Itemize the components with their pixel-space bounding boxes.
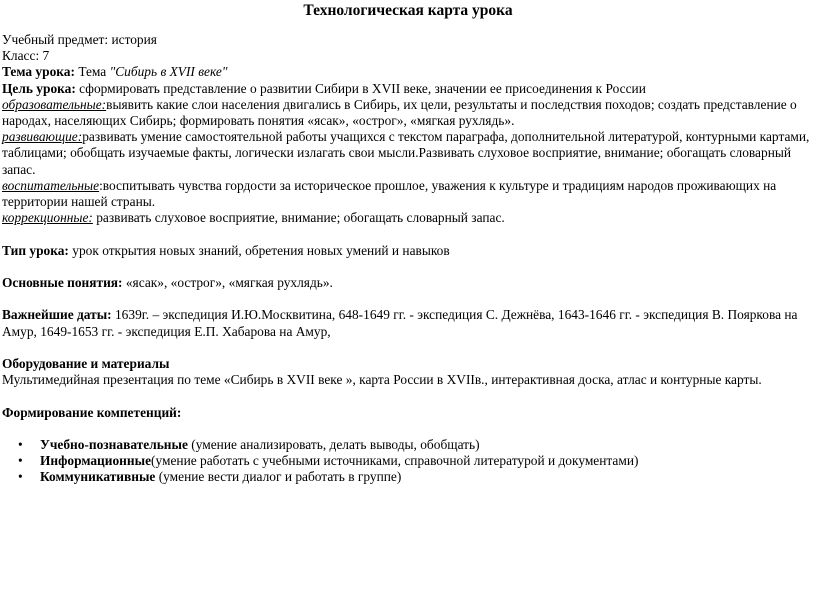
- competency-desc: (умение анализировать, делать выводы, обобщать): [187, 436, 480, 452]
- dates-line: [2, 307, 810, 339]
- competency-name: Коммуникативные: [40, 469, 156, 485]
- subject-label: Учебный предмет:: [2, 32, 109, 47]
- competency-desc: (умение вести диалог и работать в группе): [155, 469, 402, 485]
- spacer: [2, 340, 810, 356]
- task-text: выявить какие слои населения двигались в Сибирь, их цели, результаты и последствия походов; создать представление о народах, населяющих Сибирь; формировать понятия «ясак», «острог», «мягкая рухлядь».: [2, 96, 797, 129]
- topic-line: [2, 64, 810, 80]
- topic-label: Тема урока:: [2, 64, 75, 80]
- task-label: развивающие:: [2, 129, 83, 145]
- spacer: [2, 259, 810, 275]
- subject-line: [2, 32, 810, 48]
- grade-label: Класс:: [2, 48, 40, 64]
- concepts-line: [2, 275, 810, 291]
- list-item: [2, 469, 810, 485]
- bullet-icon: •: [18, 469, 23, 485]
- bullet-icon: •: [18, 436, 23, 452]
- grade-value: 7: [42, 48, 50, 64]
- task-text: :воспитывать чувства гордости за историческое прошлое, уважения к культуре и традициям народов проживающих на территории нашей страны.: [2, 177, 777, 210]
- spacer: [2, 226, 810, 242]
- concepts-label: Основные понятия:: [2, 275, 123, 291]
- goal-value: сформировать представление о развитии Сибири в XVII веке, значении ее присоединения к России: [79, 80, 646, 96]
- lesson-type-value: урок открытия новых знаний, обретения новых умений и навыков: [72, 242, 450, 258]
- spacer: [2, 421, 810, 437]
- task-correctional: [2, 210, 810, 226]
- dates-value: 1639г. – экспедиция И.Ю.Москвитина, 648-1649 гг. - экспедиция С. Дежнёва, 1643-1646 гг. - экспедиция В. Пояркова на Амур, 1649-1653 гг. - экспедиция Е.П. Хабарова на Амур,: [2, 307, 798, 339]
- competency-name: Информационные: [40, 453, 152, 469]
- task-text: развивать умение самостоятельной работы учащихся с текстом параграфа, дополнительной литературой, контурными картами, таблицами; обобщать изучаемые факты, логически излагать свои мысли.Развивать слуховое восприятие, внимание; обогащать словарный запас.: [2, 129, 810, 177]
- spacer: [2, 388, 810, 404]
- goal-label: Цель урока:: [2, 80, 76, 96]
- task-label: воспитательные: [2, 177, 100, 193]
- task-developmental: [2, 129, 810, 178]
- spacer: [2, 291, 810, 307]
- lesson-type-label: Тип урока:: [2, 242, 69, 258]
- subject-value: история: [111, 32, 157, 47]
- list-item: [2, 437, 810, 453]
- topic-prefix: Тема: [78, 64, 107, 80]
- equipment-label: Оборудование и материалы: [2, 356, 170, 371]
- task-label: образовательные:: [2, 96, 107, 112]
- document-body: [2, 32, 810, 486]
- task-label: коррекционные:: [2, 210, 93, 226]
- page-title: Технологическая карта урока: [303, 2, 513, 19]
- task-educational: [2, 97, 810, 129]
- list-item: [2, 453, 810, 469]
- competencies-label: Формирование компетенций:: [2, 404, 182, 420]
- competency-name: Учебно-познавательные: [40, 436, 188, 452]
- bullet-icon: •: [18, 453, 23, 469]
- equipment-value: Мультимедийная презентация по теме «Сибирь в XVII веке », карта России в XVIIв., интерактивная доска, атлас и контурные карты.: [2, 372, 762, 388]
- task-text: развивать слуховое восприятие, внимание; обогащать словарный запас.: [92, 210, 505, 226]
- concepts-value: «ясак», «острог», «мягкая рухлядь».: [125, 275, 333, 291]
- topic-value: "Сибирь в XVII веке": [109, 64, 228, 80]
- competencies-list: [2, 437, 810, 486]
- task-upbringing: [2, 178, 810, 210]
- competency-desc: (умение работать с учебными источниками, справочной литературой и документами): [151, 453, 639, 469]
- dates-label: Важнейшие даты:: [2, 307, 112, 323]
- grade-line: [2, 48, 810, 64]
- equipment-heading: [2, 356, 810, 372]
- lesson-type-line: [2, 243, 810, 259]
- competencies-heading: [2, 405, 810, 421]
- goal-line: [2, 81, 810, 97]
